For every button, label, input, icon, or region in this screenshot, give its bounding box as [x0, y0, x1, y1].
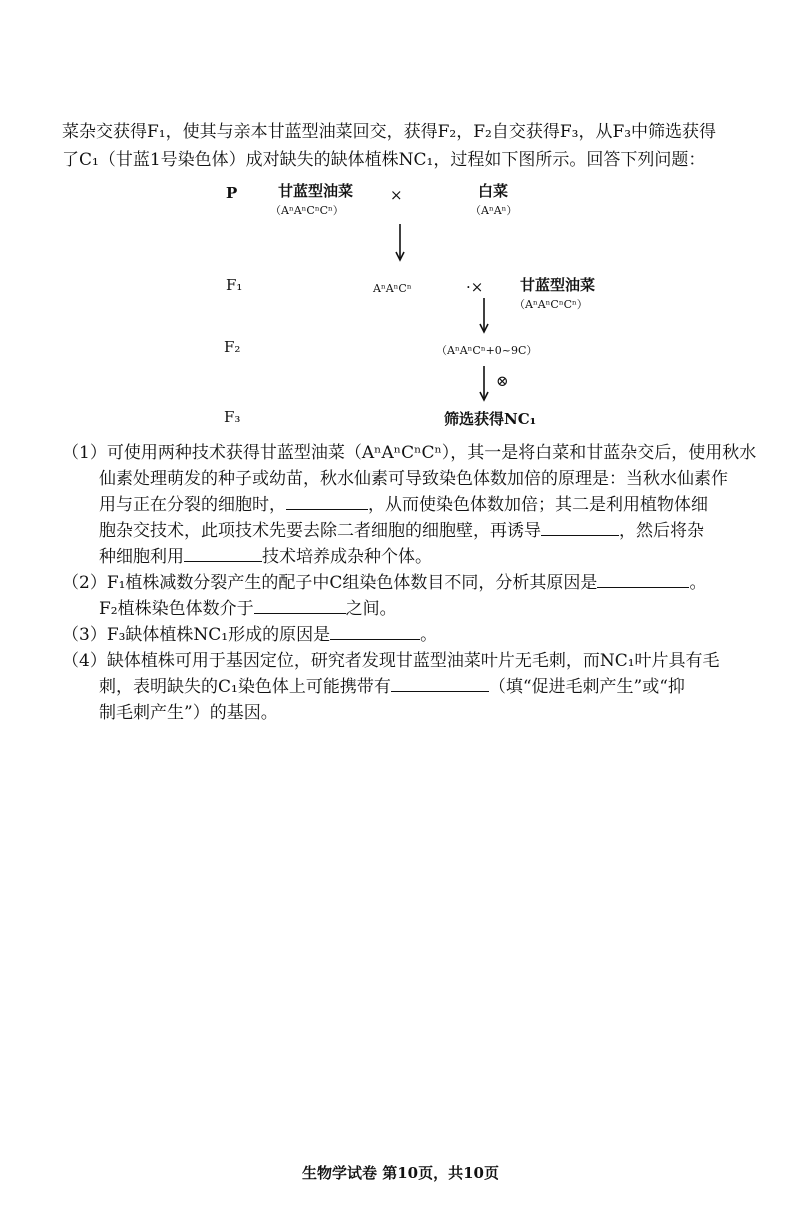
answer-blank-2[interactable] — [541, 521, 619, 536]
question-1-line-5 — [99, 547, 432, 567]
generation-f1-label: F₁ — [226, 276, 243, 294]
question-1-line-1: （1）可使用两种技术获得甘蓝型油菜（AⁿAⁿCⁿCⁿ），其一是将白菜和甘蓝杂交后，使用秋水 — [62, 443, 757, 463]
question-3-line — [62, 625, 437, 645]
question-2-line-1 — [62, 573, 706, 593]
page-footer: 生物学试卷 第10页，共10页 — [302, 1164, 499, 1182]
question-1-line-4 — [99, 521, 704, 541]
answer-blank-5[interactable] — [254, 599, 346, 614]
answer-blank-6[interactable] — [330, 625, 420, 640]
backcross-parent-name: 甘蓝型油菜 — [520, 276, 596, 294]
p-parent2-name: 白菜 — [478, 182, 509, 200]
f3-result: 筛选获得NC₁ — [444, 410, 537, 428]
generation-f2-label: F₂ — [224, 338, 241, 356]
generation-p-label: P — [226, 184, 238, 202]
question-4-line-1: （4）缺体植株可用于基因定位，研究者发现甘蓝型油菜叶片无毛刺，而NC₁叶片具有毛 — [62, 651, 720, 671]
backcross-parent-genome: （AⁿAⁿCⁿCⁿ） — [514, 298, 588, 311]
cross-symbol: × — [390, 186, 403, 204]
question-3-end: 。 — [420, 625, 438, 645]
generation-f3-label: F₃ — [224, 408, 241, 426]
question-1-line-4-start: 胞杂交技术，此项技术先要去除二者细胞的细胞壁，再诱导 — [99, 521, 541, 541]
f2-genome: （AⁿAⁿCⁿ+0~9C） — [436, 344, 538, 357]
answer-blank-1[interactable] — [286, 495, 368, 510]
question-1-line-3-end: ，从而使染色体数加倍；其二是利用植物体细 — [368, 495, 708, 515]
question-4-line-2-start: 刺，表明缺失的C₁染色体上可能携带有 — [99, 677, 391, 697]
f1-cross-symbol: ·× — [466, 278, 484, 296]
question-4-line-2 — [99, 677, 685, 697]
question-1-line-5-end: 技术培养成杂种个体。 — [262, 547, 432, 567]
question-1-line-5-start: 种细胞利用 — [99, 547, 184, 567]
arrow-f2-to-f3 — [479, 366, 489, 404]
answer-blank-3[interactable] — [184, 547, 262, 562]
question-2-line-1-end: 。 — [689, 573, 707, 593]
question-2-line-2-start: F₂植株染色体数介于 — [99, 599, 254, 619]
question-4-line-3: 制毛刺产生”）的基因。 — [99, 703, 278, 723]
answer-blank-4[interactable] — [597, 573, 689, 588]
question-4-line-2-end: （填“促进毛刺产生”或“抑 — [488, 677, 685, 697]
selfing-symbol: ⊗ — [496, 372, 509, 390]
p-parent1-name: 甘蓝型油菜 — [278, 182, 354, 200]
intro-line-1: 菜杂交获得F₁，使其与亲本甘蓝型油菜回交，获得F₂，F₂自交获得F₃，从F₃中筛选获得 — [62, 122, 717, 142]
f1-genome: AⁿAⁿCⁿ — [373, 282, 412, 295]
question-1-line-2: 仙素处理萌发的种子或幼苗，秋水仙素可导致染色体数加倍的原理是：当秋水仙素作 — [99, 469, 728, 489]
question-2-line-2-end: 之间。 — [345, 599, 397, 619]
p-parent1-genome: （AⁿAⁿCⁿCⁿ） — [270, 204, 344, 217]
arrow-p-to-f1 — [395, 224, 405, 264]
question-2-line-1-start: （2）F₁植株减数分裂产生的配子中C组染色体数目不同，分析其原因是 — [62, 573, 598, 593]
question-1-line-3 — [99, 495, 708, 515]
question-2-line-2 — [99, 599, 397, 619]
arrow-f1-to-f2 — [479, 298, 489, 336]
p-parent2-genome: （AⁿAⁿ） — [470, 204, 518, 217]
question-1-line-3-start: 用与正在分裂的细胞时， — [99, 495, 286, 515]
question-1-line-4-end: ，然后将杂 — [619, 521, 704, 541]
intro-line-2: 了C₁（甘蓝1号染色体）成对缺失的缺体植株NC₁，过程如下图所示。回答下列问题： — [62, 150, 706, 170]
answer-blank-7[interactable] — [391, 677, 489, 692]
question-3-start: （3）F₃缺体植株NC₁形成的原因是 — [62, 625, 331, 645]
